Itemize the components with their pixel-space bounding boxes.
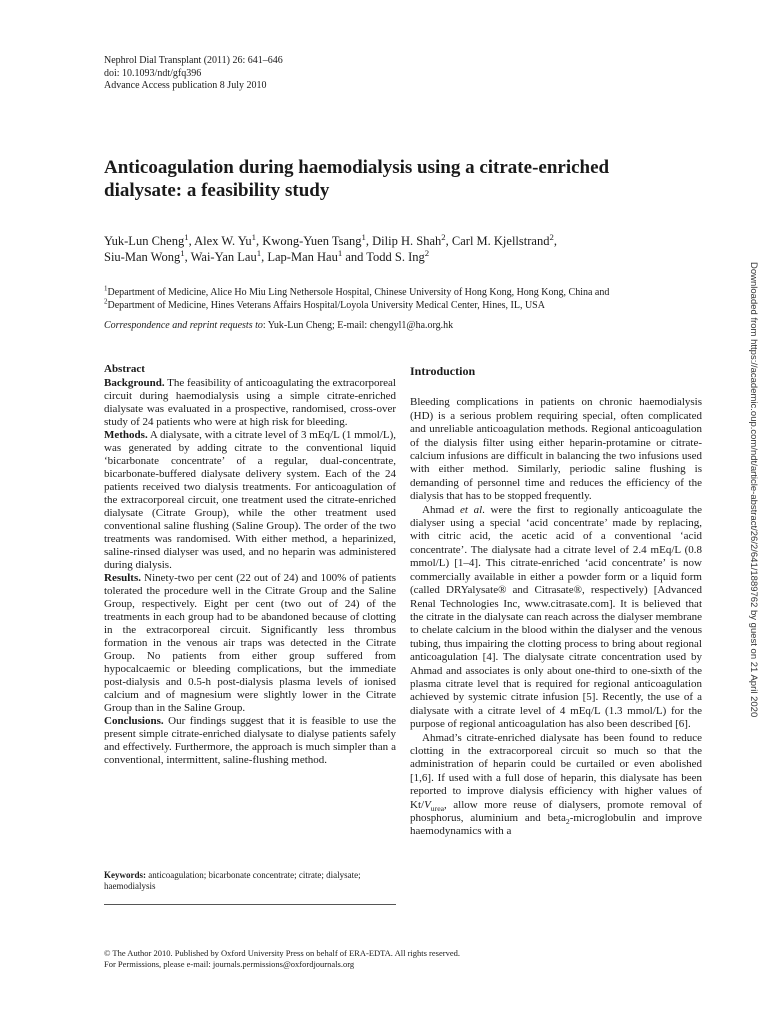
intro-paragraph: Bleeding complications in patients on chronic haemodialysis (HD) is a serious problem requiring special, often complicated and unreliable anticoagulation methods. Regional anticoagulation of the dialysis filter using either heparin-protamine or citrate-calcium infusions are difficult in balancing the two infusions used with either method. Similarly, periodic saline flushing is demanding of personnel time and reduces the efficiency of the dialysis that has to be stopped frequently. [410, 396, 702, 503]
abstract-results: Results. Ninety-two per cent (22 out of 24) and 100% of patients tolerated the procedure well in the Citrate Group and the Saline Group, respectively. Eight per cent (two out of 24) of the treatments in each group had to be abandoned because of clotting in the extracorporeal circuit. Significantly less thrombus formation in the venous air traps was detected in the Citrate Group. No patients from either group suffered from hypocalcaemic or bleeding complications, but the immediate post-dialysis and 0.5-h post-dialysis plasma levels of ionised calcium and of magnesium were slightly lower in the Citrate Group than in the Saline Group. [104, 572, 396, 714]
author[interactable]: Carl M. Kjellstrand$^2$ [451, 231, 554, 248]
download-watermark[interactable]: Downloaded from https://academic.oup.com/ndt/article-abstract/26/2/641/1889762 by guest on 21 April 2020 [748, 262, 759, 718]
advance-access: Advance Access publication 8 July 2010 [104, 80, 267, 91]
author[interactable]: Siu-Man Wong$^1$ [104, 247, 185, 264]
intro-paragraph: Ahmad et al. were the first to regionally anticoagulate the dialyser using a special ‘acid concentrate’ made by replacing, with citric acid, the acetic acid of a conventional ‘acid concentrate’. The dialysate had a citrate level of 2.4 mEq/L (0.8 mmol/L) [1–4]. This citrate-enriched ‘acid concentrate’ is now commercially available in either a powder form or a liquid form (called DRYalysate® and Citrasate®, respectively) [Advanced Renal Technologies Inc, www.citrasate.com]. It is believed that the citrate in the dialysate can reach across the dialyser membrane to chelate calcium in the blood within the dialyser and the venous tubing, thus impairing the clotting process to bring about regional anticoagulation [4]. The dialysate citrate concentration used by Ahmad and associates is only about one-third to one-sixth of the plasma citrate level that is required for regional anticoagulation achieved by systemic citrate infusion [5]. Recently, the use of a dialysate with a citrate level of 4 mEq/L (1.3 mmol/L) for the purpose of regional anticoagulation has also been described [6]. [410, 503, 702, 731]
author[interactable]: Kwong-Yuen Tsang$^1$ [262, 231, 366, 248]
copyright-footer: © The Author 2010. Published by Oxford University Press on behalf of ERA-EDTA. All rights reserved. For Permissions, please e-mail: journals.permissions@oxfordjournals.org [104, 948, 460, 969]
introduction-heading: Introduction [410, 364, 476, 378]
journal-citation: Nephrol Dial Transplant (2011) 26: 641–646 [104, 55, 283, 66]
abstract-conclusions: Conclusions. Our findings suggest that it is feasible to use the present simple citrate-enriched dialysate to dialyse patients safely and effectively. Furthermore, the approach is much simpler than a conventional, intermittent, saline-flushing method. [104, 715, 396, 766]
abstract-background: Background. The feasibility of anticoagulating the extracorporeal circuit during haemodialysis using a simple citrate-enriched dialysate was evaluated in a prospective, randomised, cross-over study of 24 patients who were at high risk for bleeding. [104, 377, 396, 428]
abstract-methods: Methods. A dialysate, with a citrate level of 3 mEq/L (1 mmol/L), was generated by adding citrate to the conventional liquid ‘bicarbonate concentrate’ of a regular, dual-concentrate, bicarbonate-buffered dialysate delivery system. Each of the 24 patients received two dialysis treatments. For anticoagulation of the extracorporeal circuit, one treatment used the citrate-enriched dialysate (Citrate Group), while the other treatment used conventional saline flushing (Saline Group). The order of the two treatments was randomised. With either method, a heparinized, saline-rinsed dialyser was used, and no heparin was administered during dialysis. [104, 429, 396, 571]
keywords-divider [104, 904, 396, 905]
article-title: Anticoagulation during haemodialysis using a citrate-enriched dialysate: a feasibility study [104, 157, 610, 201]
author[interactable]: Dilip H. Shah$^2$ [372, 231, 446, 248]
affiliations [104, 284, 704, 312]
keywords: Keywords: anticoagulation; bicarbonate concentrate; citrate; dialysate; haemodialysis [104, 870, 361, 891]
abstract [104, 363, 396, 767]
affiliation: $^1$Department of Medicine, Alice Ho Miu Ling Nethersole Hospital, Chinese University of Hong Kong, Hong Kong, China and [104, 284, 610, 298]
abstract-heading: Abstract [104, 363, 145, 375]
author-list: Yuk-Lun Cheng$^1$, Alex W. Yu$^1$, Kwong-Yuen Tsang$^1$, Dilip H. Shah$^2$, Carl M. Kjellstrand$^2$, Siu-Man Wong$^1$, Wai-Yan Lau$^1$, Lap-Man Hau$^1$ and Todd S. Ing$^2$ [104, 231, 557, 264]
author[interactable]: Lap-Man Hau$^1$ [267, 247, 343, 264]
author[interactable]: Alex W. Yu$^1$ [194, 231, 257, 248]
intro-paragraph: Ahmad’s citrate-enriched dialysate has been found to reduce clotting in the extracorporeal circuit so much so that the administration of heparin could be curtailed or even abolished [1,6]. If used with a full dose of heparin, this dialysate has been reported to improve dialysis efficiency with higher values of $Kt/V_{urea}$, allow more reuse of dialysers, promote removal of phosphorus, aluminium and beta$_2$-microglobulin and improve haemodynamics with a [410, 731, 703, 838]
introduction [410, 363, 702, 839]
author[interactable]: Todd S. Ing$^2$ [366, 247, 430, 264]
affiliation: $^2$Department of Medicine, Hines Veterans Affairs Hospital/Loyola University Medical Center, Hines, IL, USA [104, 297, 545, 311]
correspondence: Correspondence and reprint requests to: Yuk-Lun Cheng; E-mail: chengyl1@ha.org.hk [104, 320, 454, 331]
journal-header [104, 55, 283, 93]
journal-doi: doi: 10.1093/ndt/gfq396 [104, 67, 202, 79]
permissions-email[interactable]: For Permissions, please e-mail: journals.permissions@oxfordjournals.org [104, 959, 355, 969]
author[interactable]: Wai-Yan Lau$^1$ [190, 247, 262, 264]
author[interactable]: Yuk-Lun Cheng$^1$ [104, 231, 189, 248]
